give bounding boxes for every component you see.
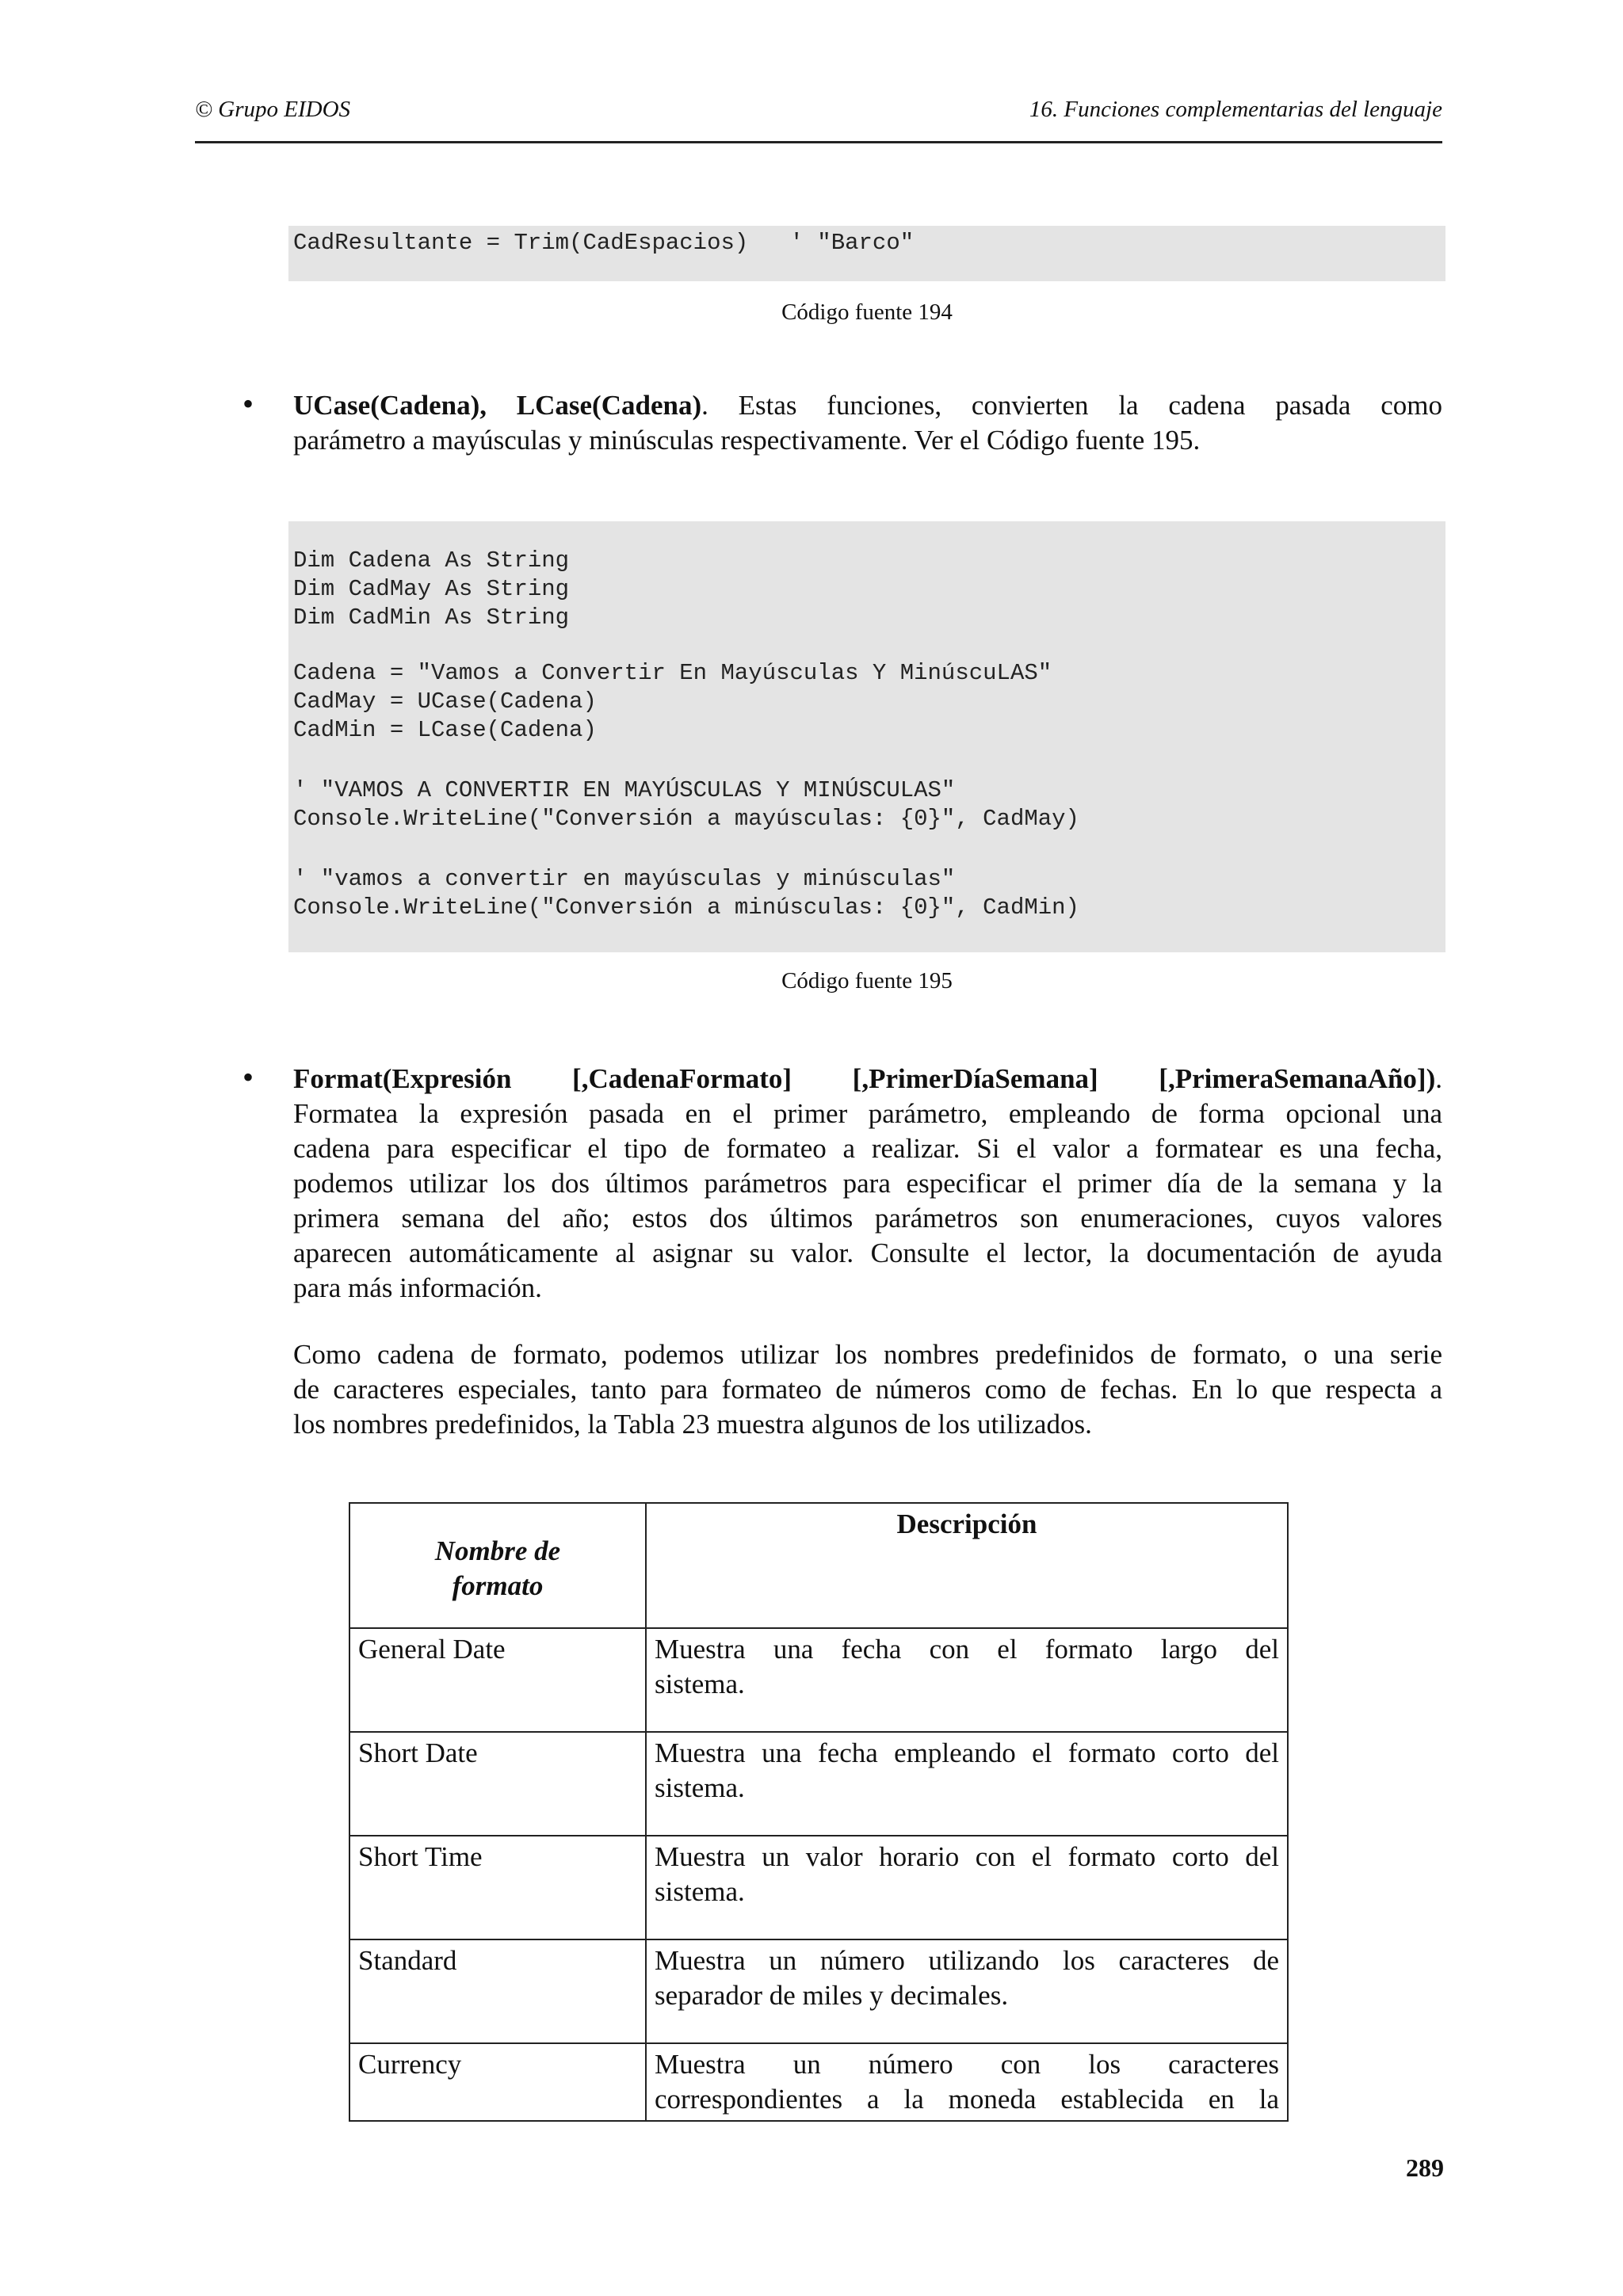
format-name-cell: Short Date [349,1732,646,1836]
table-header-row [349,1503,1288,1628]
bullet-marker: • [242,1059,254,1095]
format-name-cell: Standard [349,1939,646,2043]
code-block-195 [288,521,1445,952]
table-row [349,1628,1288,1732]
code-line: CadMay = UCase(Cadena) [293,688,597,715]
format-name-cell: Short Time [349,1836,646,1939]
table-row [349,2043,1288,2121]
function-signature-format: Format(Expresión [,CadenaFormato] [,PrimerDíaSemana] [,PrimeraSemanaAño]) [293,1063,1436,1094]
description-cell: Muestra un número utilizando los caracteres de separador de miles y decimales. [646,1939,1288,2043]
bullet-marker: • [242,386,254,421]
body-paragraph: Como cadena de formato, podemos utilizar los nombres predefinidos de formato, o una serie de caracteres especiales, tanto para formateo de números como de fechas. En lo que respecta a los nombres predefinidos, la Tabla 23 muestra algunos de los utilizados. [293,1339,1442,1440]
format-name-cell: Currency [349,2043,646,2121]
page-number: 289 [1406,2153,1444,2182]
code-line: Dim CadMin As String [293,605,570,631]
code-caption-195: Código fuente 195 [781,968,953,994]
code-line: Console.WriteLine("Conversión a minúsculas: {0}", CadMin) [293,894,1079,921]
description-cell: Muestra un valor horario con el formato corto del sistema. [646,1836,1288,1939]
bullet-paragraph-format: Format(Expresión [,CadenaFormato] [,PrimerDíaSemana] [,PrimeraSemanaAño]). Formatea la expresión pasada en el primer parámetro, empleando de forma opcional una cadena para especificar el tipo de formateo a realizar. Si el valor a formatear es una fecha, podemos utilizar los dos últimos parámetros para especificar el primer día de la semana y la primera semana del año; estos dos últimos parámetros son enumeraciones, cuyos valores aparecen automáticamente al asignar su valor. Consulte el lector, la documentación de ayuda para más información. [293,1063,1442,1303]
code-line: Dim Cadena As String [293,547,570,574]
running-header [195,93,1442,143]
table-row [349,1732,1288,1836]
code-comment: ' "VAMOS A CONVERTIR EN MAYÚSCULAS Y MINÚSCULAS" [293,777,956,803]
format-names-table [349,1502,1289,2122]
description-cell: Muestra una fecha empleando el formato corto del sistema. [646,1732,1288,1836]
description-cell: Muestra una fecha con el formato largo del sistema. [646,1628,1288,1732]
code-block-194 [288,226,1445,281]
header-publisher: © Grupo EIDOS [195,97,351,122]
code-line: CadMin = LCase(Cadena) [293,717,597,743]
bullet-paragraph-ucase: UCase(Cadena), LCase(Cadena). Estas funciones, convierten la cadena pasada como parámetro a mayúsculas y minúsculas respectivamente. Ver el Código fuente 195. [293,390,1442,456]
code-line: Cadena = "Vamos a Convertir En Mayúsculas Y MinúscuLAS" [293,660,1052,686]
code-comment: ' "vamos a convertir en mayúsculas y minúsculas" [293,866,956,892]
format-name-cell: General Date [349,1628,646,1732]
column-header-format-name: Nombre de formato [349,1503,646,1628]
code-line: Console.WriteLine("Conversión a mayúsculas: {0}", CadMay) [293,806,1079,832]
code-line: Dim CadMay As String [293,576,570,602]
description-cell: Muestra un número con los caracteres correspondientes a la moneda establecida en la [646,2043,1288,2121]
column-header-description: Descripción [646,1503,1288,1628]
function-signature-ucase-lcase: UCase(Cadena), LCase(Cadena) [293,390,702,421]
code-line: CadResultante = Trim(CadEspacios) ' "Barco" [293,230,915,256]
table-row [349,1836,1288,1939]
header-chapter-title: 16. Funciones complementarias del lenguaje [1029,97,1442,122]
code-caption-194: Código fuente 194 [781,299,953,325]
table-row [349,1939,1288,2043]
